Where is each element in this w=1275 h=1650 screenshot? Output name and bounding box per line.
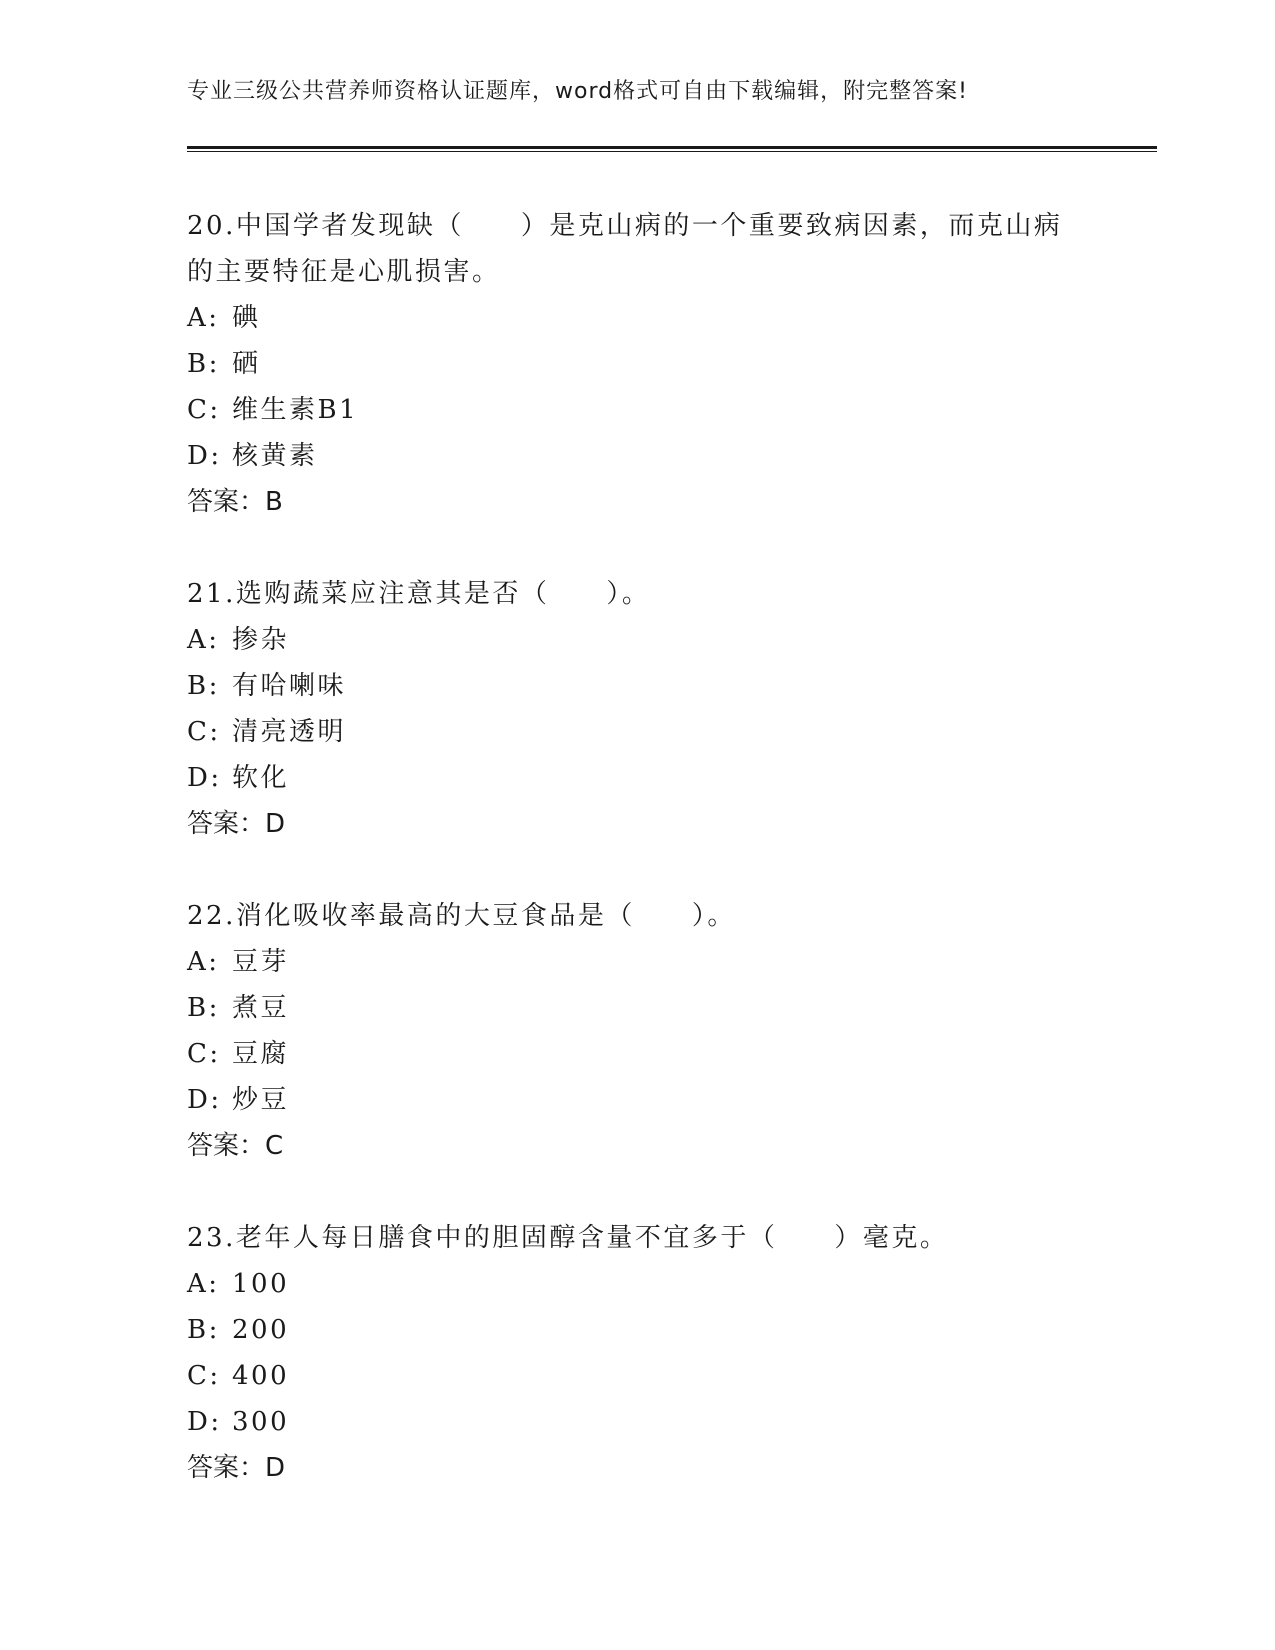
option-letter: C: (187, 395, 221, 425)
option-letter: B: (187, 349, 220, 379)
option-letter: D: (187, 441, 222, 471)
option-b (187, 985, 1087, 1031)
option-d (187, 1399, 1087, 1445)
question-stem (187, 1215, 1087, 1261)
answer-label: 答案：D (187, 809, 286, 839)
option-d (187, 755, 1087, 801)
option-letter: A: (187, 947, 220, 977)
option-text: 豆腐 (232, 1039, 290, 1069)
question-stem (187, 203, 1087, 295)
question-stem (187, 571, 1087, 617)
answer-label: 答案：B (187, 487, 283, 517)
option-d (187, 433, 1087, 479)
option-text: 豆芽 (232, 947, 290, 977)
option-letter: C: (187, 1039, 221, 1069)
option-text: 核黄素 (232, 441, 318, 471)
option-c (187, 1353, 1087, 1399)
option-b (187, 341, 1087, 387)
option-a (187, 939, 1087, 985)
question-stem-line: 21.选购蔬菜应注意其是否（ ）。 (187, 579, 651, 609)
answer-label: 答案：C (187, 1131, 284, 1161)
question-stem-line: 的主要特征是心肌损害。 (187, 257, 501, 287)
option-a (187, 617, 1087, 663)
answer-label: 答案：D (187, 1453, 286, 1483)
option-text: 炒豆 (232, 1085, 290, 1115)
question-20 (187, 203, 1087, 525)
option-letter: C: (187, 1361, 221, 1391)
option-text: 掺杂 (232, 625, 290, 655)
header-divider (187, 146, 1157, 152)
question-21 (187, 571, 1087, 847)
option-text: 300 (232, 1407, 290, 1437)
option-letter: D: (187, 763, 222, 793)
option-letter: D: (187, 1407, 222, 1437)
question-stem-line: 22.消化吸收率最高的大豆食品是（ ）。 (187, 901, 736, 931)
option-d (187, 1077, 1087, 1123)
question-22 (187, 893, 1087, 1169)
option-text: 维生素B1 (232, 395, 359, 425)
option-letter: B: (187, 993, 220, 1023)
question-stem-line: 23.老年人每日膳食中的胆固醇含量不宜多于（ ）毫克。 (187, 1223, 949, 1253)
option-text: 清亮透明 (232, 717, 347, 747)
option-letter: D: (187, 1085, 222, 1115)
option-letter: B: (187, 1315, 220, 1345)
option-a (187, 295, 1087, 341)
page-header: 专业三级公共营养师资格认证题库，word格式可自由下载编辑，附完整答案! (187, 79, 968, 104)
question-stem (187, 893, 1087, 939)
option-letter: B: (187, 671, 220, 701)
option-text: 200 (232, 1315, 290, 1345)
option-a (187, 1261, 1087, 1307)
question-23 (187, 1215, 1087, 1491)
question-stem-line: 20.中国学者发现缺（ ）是克山病的一个重要致病因素，而克山病 (187, 211, 1063, 241)
option-letter: A: (187, 303, 220, 333)
option-letter: A: (187, 1269, 220, 1299)
option-text: 软化 (232, 763, 290, 793)
option-letter: C: (187, 717, 221, 747)
option-text: 100 (232, 1269, 290, 1299)
option-b (187, 1307, 1087, 1353)
option-b (187, 663, 1087, 709)
option-text: 煮豆 (232, 993, 290, 1023)
option-text: 硒 (232, 349, 261, 379)
option-c (187, 387, 1087, 433)
option-c (187, 709, 1087, 755)
option-text: 有哈喇味 (232, 671, 347, 701)
option-c (187, 1031, 1087, 1077)
option-text: 400 (232, 1361, 290, 1391)
option-letter: A: (187, 625, 220, 655)
question-list (187, 203, 1087, 1537)
option-text: 碘 (232, 303, 261, 333)
